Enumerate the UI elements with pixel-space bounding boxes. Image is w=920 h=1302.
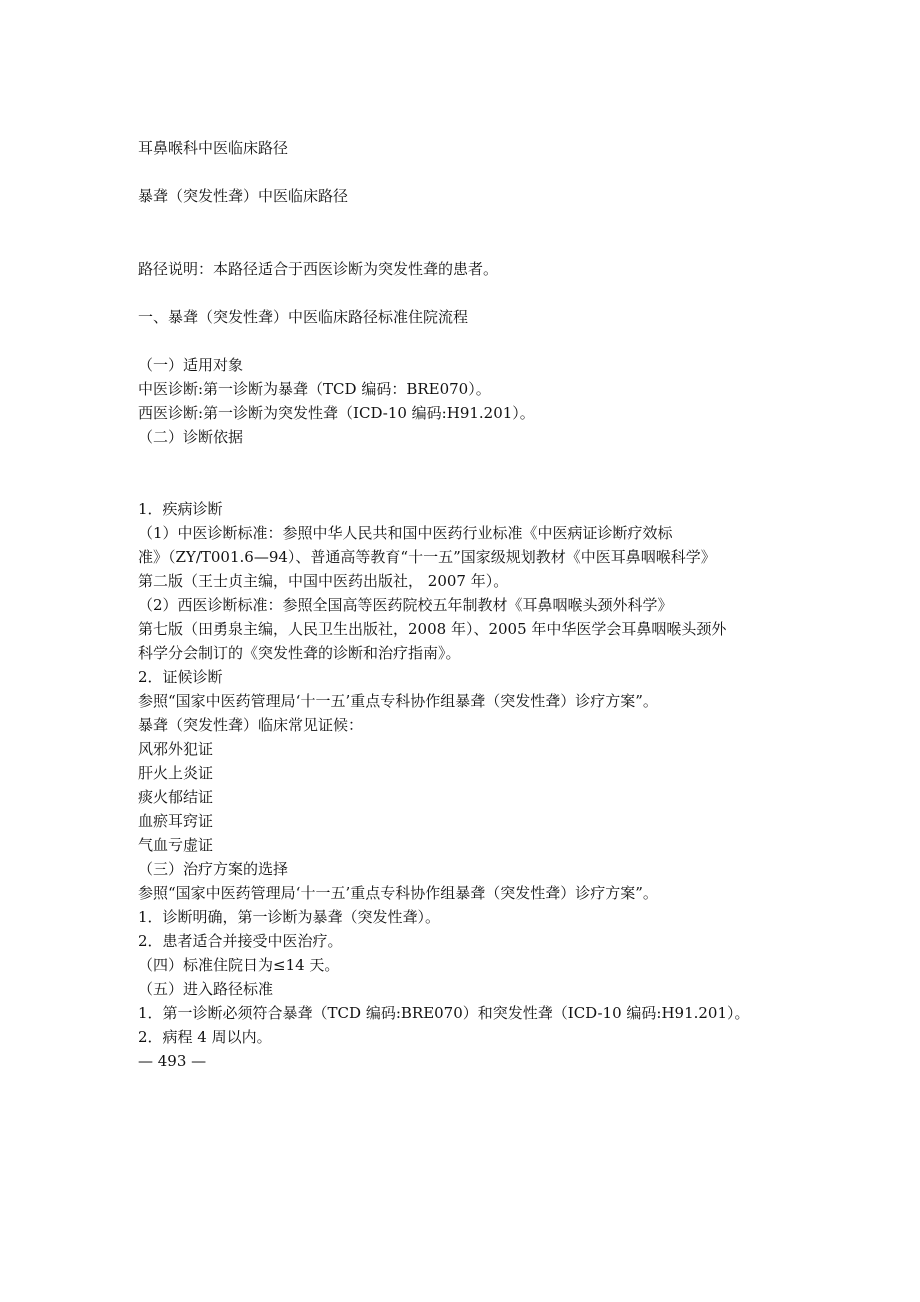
syndrome-item: 血瘀耳窍证	[138, 812, 214, 830]
paragraph-line: 暴聋（突发性聋）临床常见证候：	[138, 716, 364, 734]
route-note: 路径说明：本路径适合于西医诊断为突发性聋的患者。	[138, 260, 499, 278]
syndrome-item: 气血亏虚证	[138, 836, 214, 854]
subsection-heading: （五）进入路径标准	[138, 980, 274, 998]
paragraph-line: 科学分会制订的《突发性聋的诊断和治疗指南》。	[138, 644, 461, 662]
section-heading: 一、暴聋（突发性聋）中医临床路径标准住院流程	[138, 308, 469, 326]
paragraph-line: 2．患者适合并接受中医治疗。	[138, 932, 343, 950]
item-heading: 2．证候诊断	[138, 668, 223, 686]
subsection-heading: （二）诊断依据	[138, 428, 244, 446]
syndrome-item: 痰火郁结证	[138, 788, 214, 806]
paragraph-line: 西医诊断:第一诊断为突发性聋（ICD-10 编码:H91.201）。	[138, 404, 535, 422]
paragraph-line: 第二版（王士贞主编，中国中医药出版社， 2007 年）。	[138, 572, 509, 590]
pathway-title: 暴聋（突发性聋）中医临床路径	[138, 187, 349, 205]
document-title: 耳鼻喉科中医临床路径	[138, 139, 289, 157]
syndrome-item: 风邪外犯证	[138, 740, 214, 758]
subsection-heading: （一）适用对象	[138, 356, 244, 374]
paragraph-line: 中医诊断:第一诊断为暴聋（TCD 编码：BRE070）。	[138, 380, 491, 398]
page-number: — 493 —	[138, 1052, 207, 1070]
paragraph-line: 1．第一诊断必须符合暴聋（TCD 编码:BRE070）和突发性聋（ICD-10 编码:H91.201）。	[138, 1004, 750, 1022]
syndrome-item: 肝火上炎证	[138, 764, 214, 782]
paragraph-line: 1．诊断明确，第一诊断为暴聋（突发性聋）。	[138, 908, 441, 926]
subsection-heading: （四）标准住院日为≤14 天。	[138, 956, 340, 974]
paragraph-line: 第七版（田勇泉主编，人民卫生出版社，2008 年）、2005 年中华医学会耳鼻咽喉头颈外	[138, 620, 727, 638]
item-heading: 1．疾病诊断	[138, 500, 223, 518]
subsection-heading: （三）治疗方案的选择	[138, 860, 289, 878]
paragraph-line: 准》（ZY/T001.6—94）、普通高等教育“十一五”国家级规划教材《中医耳鼻咽喉科学》	[138, 548, 716, 566]
paragraph-line: 2．病程 4 周以内。	[138, 1028, 272, 1046]
paragraph-line: （1）中医诊断标准：参照中华人民共和国中医药行业标准《中医病证诊断疗效标	[138, 524, 673, 542]
paragraph-line: 参照“国家中医药管理局‘十一五’重点专科协作组暴聋（突发性聋）诊疗方案”。	[138, 692, 658, 710]
paragraph-line: 参照“国家中医药管理局‘十一五’重点专科协作组暴聋（突发性聋）诊疗方案”。	[138, 884, 658, 902]
paragraph-line: （2）西医诊断标准：参照全国高等医药院校五年制教材《耳鼻咽喉头颈外科学》	[138, 596, 673, 614]
